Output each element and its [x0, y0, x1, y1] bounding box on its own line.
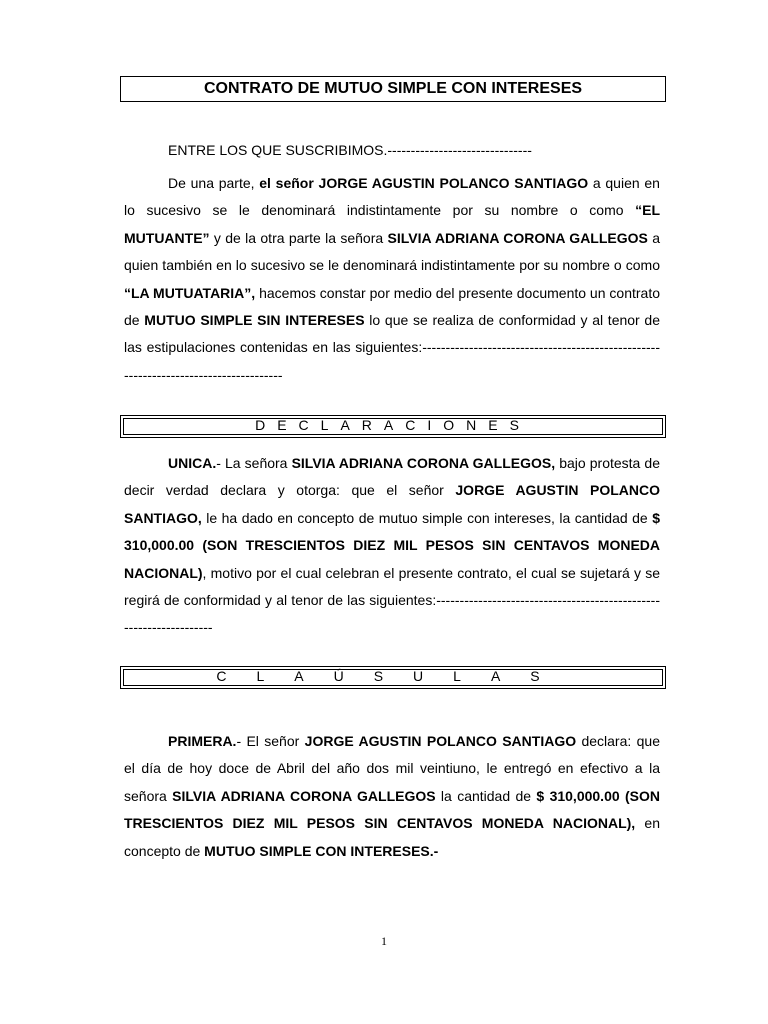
- declaraciones-heading-box: [120, 415, 666, 438]
- clause-label: PRIMERA.: [168, 733, 237, 749]
- mutuataria-name: SILVIA ADRIANA CORONA GALLEGOS,: [291, 455, 556, 471]
- text: la cantidad de: [435, 787, 537, 804]
- dashes: -------------------------------------------------------------------------------------: [124, 339, 660, 383]
- text: - La señora: [216, 455, 292, 471]
- mutuataria-name: SILVIA ADRIANA CORONA GALLEGOS: [387, 229, 648, 246]
- text: , motivo por el cual celebran el presente contrato, el cual se sujetará y se regirá de conformidad y al tenor de las siguientes:: [124, 564, 660, 609]
- clause-label: UNICA.: [168, 455, 217, 471]
- party-paragraph: [124, 170, 660, 389]
- page-number: 1: [381, 934, 387, 948]
- text: lo que se realiza de conformidad y al tenor de las estipulaciones contenidas en las siguientes:: [124, 312, 660, 356]
- primera-paragraph: [124, 728, 660, 865]
- text: a quien también en lo sucesivo se le denominará indistintamente por su nombre o como: [124, 229, 660, 274]
- text: en concepto de: [124, 815, 661, 859]
- mutuataria-name: SILVIA ADRIANA CORONA GALLEGOS: [172, 787, 436, 804]
- contract-title: CONTRATO DE MUTUO SIMPLE CON INTERESES: [120, 76, 666, 102]
- text: y de la otra parte la señora: [209, 229, 388, 246]
- text: - El señor: [236, 733, 305, 749]
- text: hacemos constar por medio del presente documento un contrato de: [124, 284, 660, 329]
- intro-heading: ENTRE LOS QUE SUSCRIBIMOS.: [168, 142, 388, 158]
- text: declara: que el día de hoy doce de Abril del año dos mil veintiuno, le entregó en efectivo a la señora: [124, 733, 660, 804]
- declaraciones-heading: DECLARACIONES: [255, 417, 531, 433]
- text: le ha dado en concepto de mutuo simple con intereses, la cantidad de: [201, 509, 653, 526]
- dashes: -------------------------------------------------------------------: [124, 592, 660, 636]
- text: a quien en lo sucesivo se le denominará indistintamente por su nombre o como: [124, 175, 660, 219]
- mutuante-name: JORGE AGUSTIN POLANCO SANTIAGO,: [124, 482, 660, 526]
- contract-type: MUTUO SIMPLE SIN INTERESES: [144, 312, 365, 329]
- mutuante-name: JORGE AGUSTIN POLANCO SANTIAGO: [304, 733, 577, 749]
- mutuataria-label: “LA MUTUATARIA”,: [124, 284, 256, 301]
- amount: $ 310,000.00 (SON TRESCIENTOS DIEZ MIL PESOS SIN CENTAVOS MONEDA NACIONAL): [124, 509, 660, 581]
- text: bajo protesta de decir verdad declara y otorga: que el señor: [124, 455, 661, 499]
- mutuante-name: JORGE AGUSTIN POLANCO SANTIAGO: [318, 175, 589, 191]
- intro-dashes: -------------------------------: [387, 142, 532, 158]
- text-bold: el señor: [259, 175, 319, 191]
- text: De una parte,: [168, 175, 260, 191]
- amount: $ 310,000.00 (SON TRESCIENTOS DIEZ MIL PESOS SIN CENTAVOS MONEDA NACIONAL),: [124, 787, 660, 832]
- mutuante-label: “EL MUTUANTE”: [124, 202, 660, 246]
- clausulas-heading-box: [120, 666, 666, 689]
- clausulas-heading: CLAÚSULAS: [216, 668, 570, 684]
- contract-type: MUTUO SIMPLE CON INTERESES.-: [204, 842, 439, 859]
- intro-heading-line: [124, 137, 660, 164]
- unica-paragraph: [124, 450, 660, 642]
